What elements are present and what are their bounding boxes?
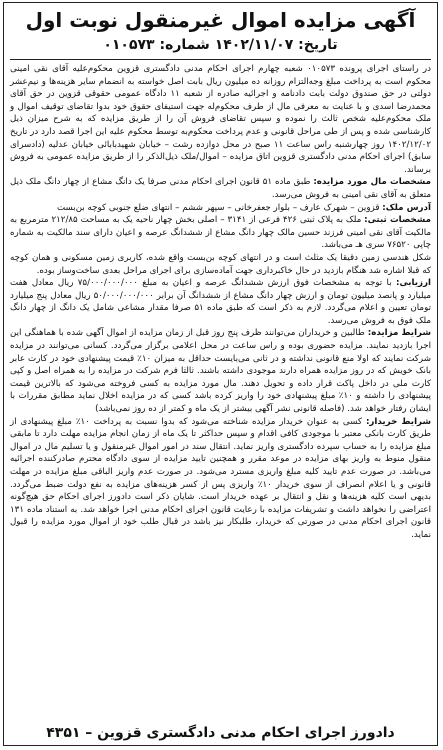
notice-body — [4, 63, 437, 542]
divider — [10, 59, 431, 60]
signature-line: دادورز اجرای احکام مدنی دادگستری قزوین – ۴۳۵۱ — [46, 725, 395, 741]
valuation-paragraph — [10, 277, 431, 327]
buyer-label: شرایط خریدار: — [365, 416, 431, 427]
valuation-label: ارزیابی: — [395, 278, 432, 289]
buyer-paragraph — [10, 416, 431, 542]
notice-date-number: تاریخ: ۱۴۰۲/۱۱/۰۷ شماره: ۰۱۰۵۷۳ — [103, 37, 338, 53]
address-label: آدرس ملک: — [382, 202, 431, 213]
valuation-text: با توجه به مشخصات فوق ارزش ششدانگ عرصه و اعیان به مبلغ ۷۵/۰۰۰/۰۰۰/۰۰۰ ریال معادل هفت میلیارد و پانصد میلیون تومان و ارزش چهار دانگ مشاع از ششدانگ آن برابر ۵۰/۰۰۰/۰۰۰/۰۰۰ ریال معادل پنج میلیارد تومان تعیین و اعلام می‌گردد. لازم به ذکر است که طبق ماده ۵۱ صرفا مقدار مشاعی شامل یک دانگ از چهار دانگ ملک فوق به فروش می‌رسد. — [10, 278, 432, 326]
address-paragraph — [10, 202, 431, 215]
intro-paragraph: در راستای اجرای پرونده ۰۱۰۵۷۳ شعبه چهارم اجرای احکام مدنی دادگستری قزوین محکوم‌علیه آقای نقی امینی محکوم است به پرداخت مبلغ وجه‌التزام روزانه ده میلیون ریال بابت اصل خواسته به انضمام سایر هزینه‌ها و نیم‌عشر دولتی در حق صندوق دولت بابت دادنامه و اجرائیه صادره از شعبه ۱۱ دادگاه عمومی حقوقی قزوین در حق آقای محمدرضا اسدی و با عنایت به معرفی مال از طرف محکوم‌له جهت استیفای حقوق خود بدوا تقاضای توقیف اموال و ملک محکوم‌علیه شخص ثالث را نموده و سپس تقاضای فروش آن را از طریق مزایده که به شرح میزان ذیل کارشناسی شده و پس از طی مراحل قانونی و عدم پرداخت محکوم‌به توسط محکوم علیه این اجرا قصد دارد در تاریخ ۱۴۰۲/۱۲/۰۲ روز چهارشنبه راس ساعت ۱۱ صبح در محل دوازده رشت – خیابان شهیدبابائی خیابان عدلیه (دادسرای سابق) اجرای احکام مدنی دادگستری قزوین اتاق مزایده – اموال/ملک ذیل‌الذکر را از طریق مزایده عمومی به فروش برساند. — [10, 64, 431, 175]
notice-frame — [3, 2, 438, 746]
property-text: طبق ماده ۵۱ قانون اجرای احکام مدنی صرفا یک دانگ مشاع از چهار دانگ ملک ذیل متعلق به آقای نقی امینی به فروش می‌رسد. — [10, 177, 431, 200]
conditions-text: طالبین و خریداران می‌توانند ظرف پنج روز قبل از زمان مزایده از اموال آگهی شده با هماهنگی این اجرا بازدید نمایند. مزایده حضوری بوده و راس ساعت در محل اعلامی برگزار می‌گردد. کسانی می‌توانند در مزایده شرکت نمایند که اولا منع قانونی نداشته و در ثانی می‌بایست حداقل به میزان ۱۰٪ قیمت پیشنهادی خود در کارت عابر بانک خویش که در روز مزایده همراه دارند موجودی داشته باشند. ثالثا فرم شرکت در مزایده را به همراه اصل و کپی کارت ملی در داخل پاکت قرار داده و تحویل دهند. مال مورد مزایده به کسی فروخته می‌شود که بالاترین قیمت پیشنهادی را داشته و ۱۰٪ مبلغ پیشنهادی خود را واریز کرده باشد کسی که در مزایده اخلال نماید مطابق مقررات با ایشان رفتار خواهد شد. (فاصله قانونی نشر آگهی بیشتر از یک ماه و کمتر از ده روز نمی‌باشد) — [10, 328, 432, 415]
property-paragraph — [10, 176, 431, 201]
conditions-label: شرایط مزایده: — [367, 328, 431, 339]
conditions-paragraph — [10, 327, 431, 415]
registry-paragraph — [10, 214, 431, 252]
technical-paragraph: شکل هندسی زمین دقیقا یک مثلث است و در انتهای کوچه بن‌بست واقع شده، کاربری زمین مسکونی و همان کوچه که قبلا اشاره شد هنگام بازدید در حال خاکبرداری جهت آماده‌سازی برای اجرای مراحل بعدی ساخت‌وساز بوده. — [10, 252, 431, 276]
buyer-text: کسی به عنوان خریدار مزایده شناخته می‌شود که بدوا نسبت به پرداخت ۱۰٪ مبلغ پیشنهادی از طریق کارت بانکی معتبر با موجودی کافی اقدام و سپس حداکثر تا یک ماه از زمان انجام مزایده مهلت دارد تا مابقی مبلغ مزایده را به حساب سپرده دادگستری واریز نماید. انتقال سند در امور اموال غیرمنقول و یا تسلیم مال در اموال منقول منوط به واریز بهای مزایده در موعد مقرر و همچنین تایید مزایده از سوی دادگاه محترم صادرکننده اجرائیه می‌باشد. در صورت عدم تایید کلیه مبلغ واریزی مسترد می‌شود. در صورت عدم واریز الباقی مبلغ مزایده در مهلت قانونی و یا اعلام انصراف از سوی خریدار ۱۰٪ واریزی پس از کسر هزینه‌های مزایده به نفع دولت ضبط می‌گردد. بدیهی است کلیه هزینه‌ها و نقل و انتقال بر عهده خریدار است. شایان ذکر است دادورز اجرای احکام حق هیچ‌گونه اعتراضی را نخواهد داشت و تشریفات مزایده با رعایت قانون اجرای احکام مدنی اجرا خواهد شد. به استناد ماده ۱۳۱ قانون اجرای احکام مدنی در صورتی که خریدار، طلبکار نیز باشد در قبال طلب خود از اموال مورد مزایده را قبول نماید. — [10, 416, 431, 540]
property-label: مشخصات مال مورد مزایده: — [313, 177, 432, 188]
registry-text: ملک به پلاک ثبتی ۴۲۶ فرعی از ۳۱۴۱ – اصلی بخش چهار ناحیه یک به مساحت ۲۱۲/۸۵ مترمربع به مالکیت آقای نقی امینی فرزند حسین مالک چهار دانگ مشاع از ششدانگ عرصه و اعیان دارای سند مالکیت به شماره چاپی ۷۶۵۲۰ سری هـ می‌باشد. — [10, 215, 431, 251]
registry-label: مشخصات ثبتی: — [364, 215, 431, 226]
notice-title: آگهی مزایده اموال غیرمنقول نوبت اول — [25, 8, 416, 32]
address-text: قزوین – شهرک عارف – بلوار جعفرخانی – سپهر ششم – انتهای ضلع جنوبی کوچه بن‌بست — [57, 202, 380, 213]
